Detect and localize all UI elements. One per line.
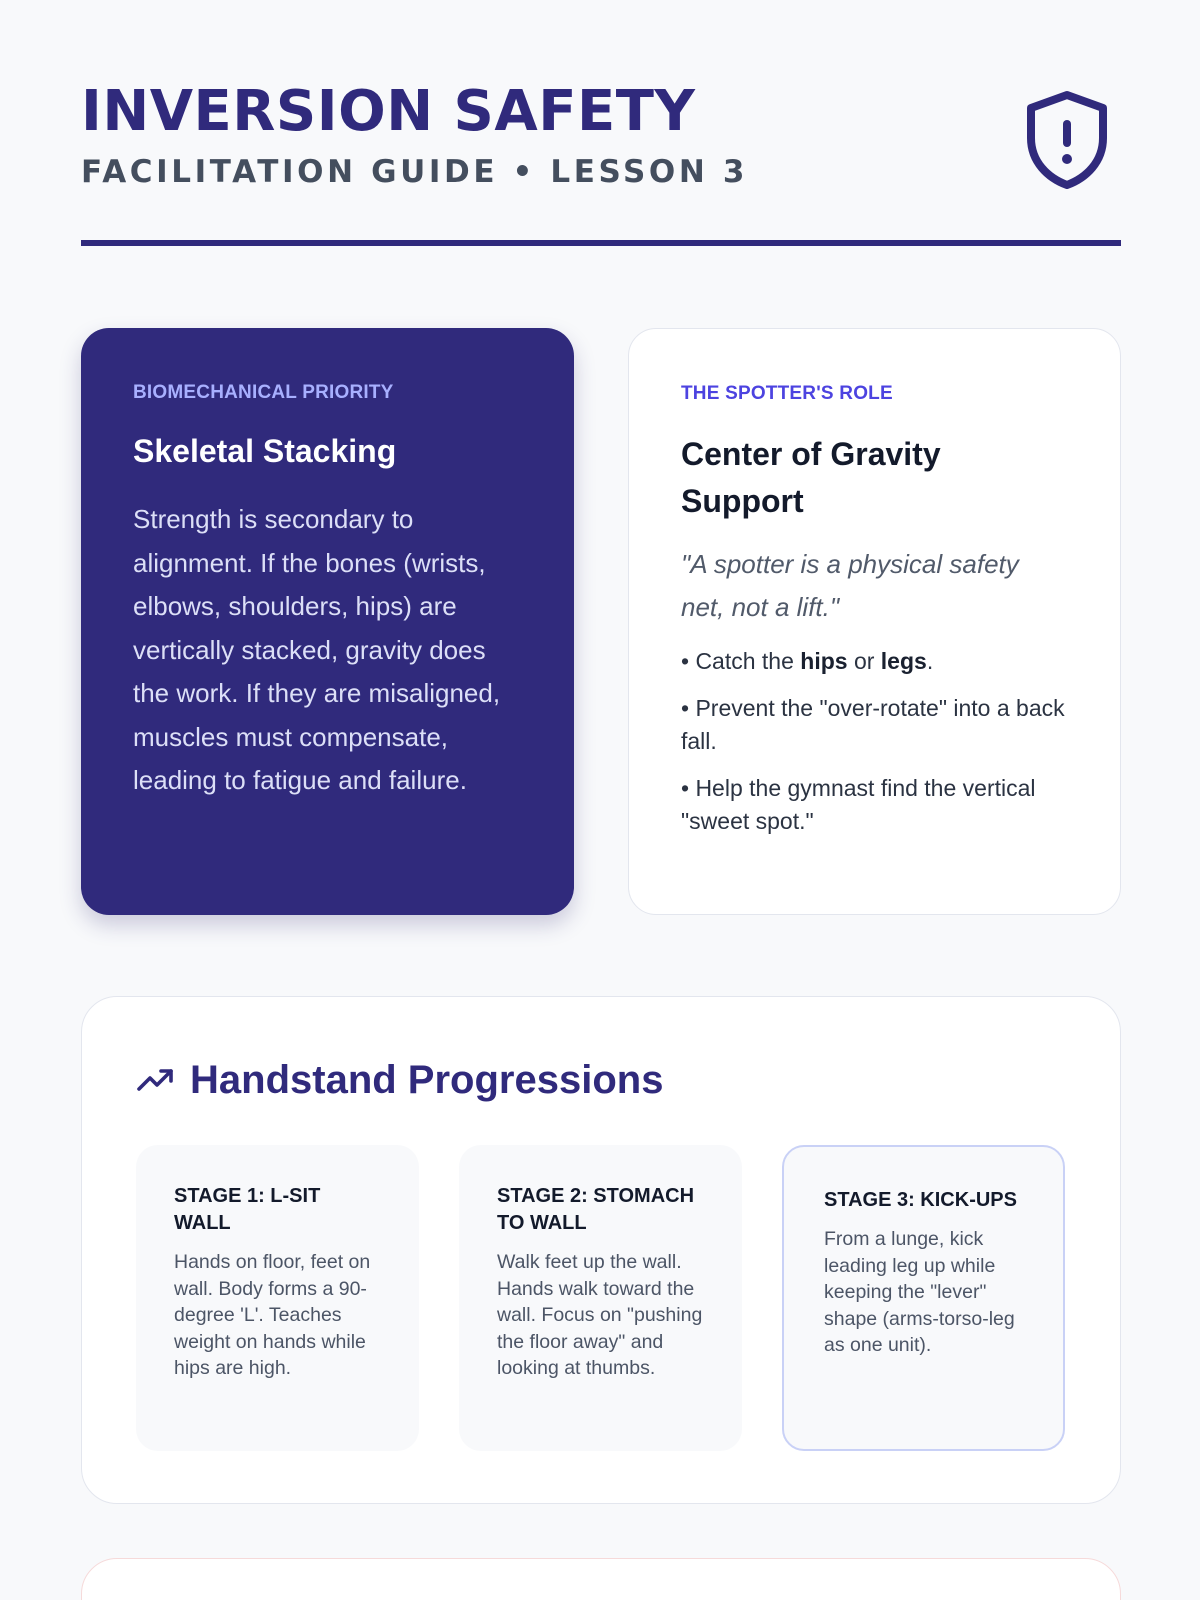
bullet-text: or [847, 648, 881, 674]
spotter-card [628, 328, 1121, 915]
spotter-bullet-2: • Prevent the "over-rotate" into a back fall. [681, 695, 1065, 754]
spotter-bullets [681, 645, 1068, 838]
biomechanics-eyebrow: BIOMECHANICAL PRIORITY [133, 382, 394, 403]
stage-card-2 [459, 1145, 742, 1451]
progressions-title: Handstand Progressions [190, 1058, 664, 1102]
biomechanics-title: Skeletal Stacking [133, 433, 397, 469]
page-subtitle: FACILITATION GUIDE • LESSON 3 [81, 154, 748, 190]
spotter-quote: "A spotter is a physical safety net, not a lift." [681, 549, 1019, 622]
stage-description: Walk feet up the wall. Hands walk toward the wall. Focus on "pushing the floor away" and looking at thumbs. [497, 1251, 703, 1380]
progressions-panel [81, 996, 1121, 1504]
biomechanics-card [81, 328, 574, 915]
bullet-text: . [926, 648, 934, 674]
shield-alert-icon [1024, 90, 1110, 190]
bullet-text: • Catch the [681, 648, 801, 674]
stage-title: STAGE 3: KICK-UPS [824, 1189, 1017, 1211]
bullet-strong-legs: legs [880, 648, 927, 674]
spotter-eyebrow: THE SPOTTER'S ROLE [681, 383, 893, 404]
stage-description: Hands on floor, feet on wall. Body forms a 90-degree 'L'. Teaches weight on hands while hips are high. [174, 1251, 371, 1380]
stage-title: STAGE 1: L-SIT WALL [174, 1185, 321, 1234]
spotter-title: Center of Gravity Support [681, 436, 941, 519]
header [81, 78, 1121, 192]
trending-up-icon [136, 1065, 176, 1095]
stage-title: STAGE 2: STOMACH TO WALL [497, 1185, 695, 1234]
progressions-header [136, 1055, 663, 1105]
page-title: INVERSION SAFETY [81, 79, 696, 144]
biomechanics-body: Strength is secondary to alignment. If the bones (wrists, elbows, shoulders, hips) are vertically stacked, gravity does the work. If they are misaligned, muscles must compensate, leading to fatigue and failure. [133, 504, 501, 795]
next-section-card [81, 1558, 1121, 1600]
spotter-bullet-1 [681, 645, 1068, 678]
bullet-strong-hips: hips [800, 648, 848, 674]
stage-card-1 [136, 1145, 419, 1451]
header-divider [81, 240, 1121, 246]
spotter-bullet-3: • Help the gymnast find the vertical "sweet spot." [681, 775, 1036, 834]
stage-description: From a lunge, kick leading leg up while keeping the "lever" shape (arms-torso-leg as one unit). [824, 1228, 1015, 1357]
stage-card-3 [782, 1145, 1065, 1451]
